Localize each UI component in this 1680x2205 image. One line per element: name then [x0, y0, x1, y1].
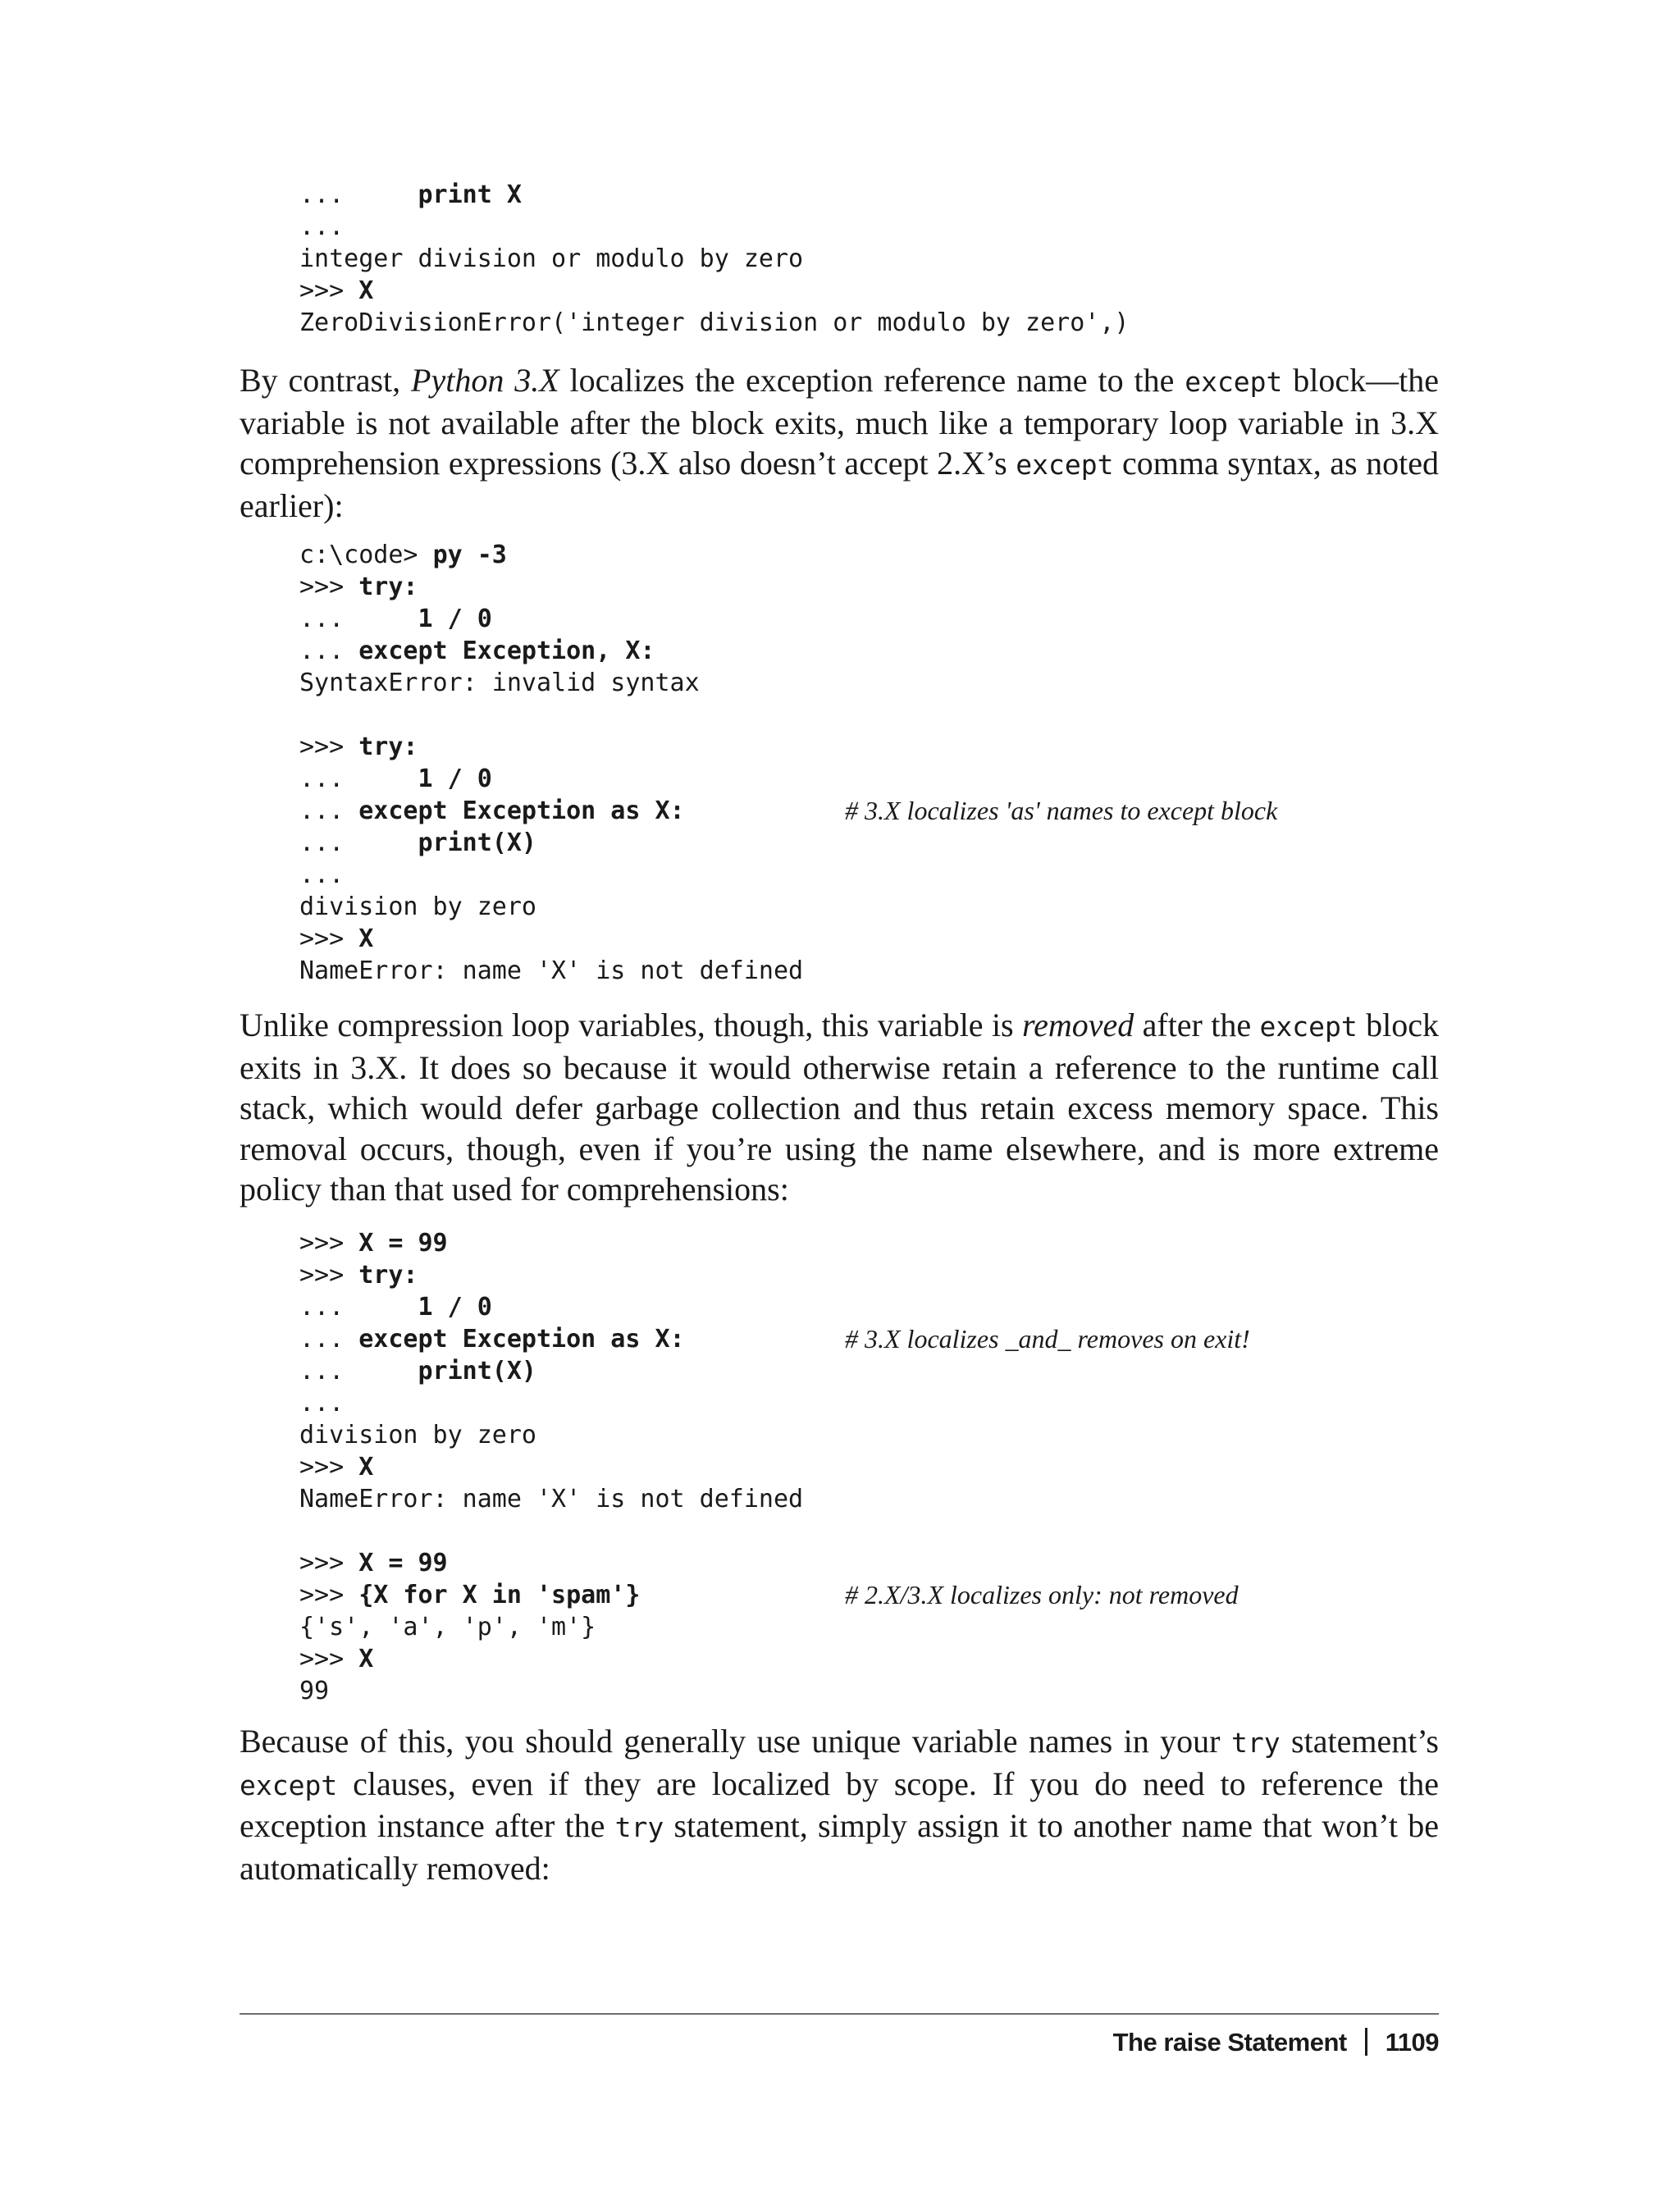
code-input: try:	[358, 573, 418, 601]
paragraph-text: clauses, even if they are localized by scope. If you do need to reference the exception instance after the	[240, 1764, 1439, 1844]
code-line	[299, 1675, 803, 1707]
code-comment: # 3.X localizes _and_ removes on exit!	[845, 1324, 1250, 1354]
code-line	[299, 1579, 1239, 1611]
code-input: print X	[418, 180, 522, 209]
code-plain: ...	[299, 797, 359, 825]
code-input: print(X)	[418, 1357, 536, 1386]
code-input: X	[358, 1453, 374, 1481]
page-number: 1109	[1385, 2028, 1439, 2057]
code-input: except Exception, X:	[358, 637, 655, 665]
code-line	[299, 539, 803, 571]
code-line	[299, 955, 803, 987]
paragraph-text: comma syntax, as noted earlier):	[240, 445, 1440, 524]
inline-code: except	[1185, 366, 1283, 398]
code-line	[299, 827, 803, 859]
paragraph-text: Unlike compression loop variables, though, this variable is	[240, 1007, 1022, 1043]
code-line	[299, 1643, 803, 1675]
code-line	[299, 795, 1278, 827]
code-plain: >>>	[299, 1261, 359, 1290]
code-line	[299, 275, 1129, 307]
code-line	[299, 635, 803, 667]
inline-code: except	[240, 1769, 338, 1801]
code-line	[299, 763, 803, 795]
paragraph-text: statement’s	[1280, 1723, 1439, 1760]
paragraph-italic: removed	[1022, 1007, 1134, 1043]
code-plain: SyntaxError: invalid syntax	[299, 669, 700, 697]
paragraph-text: after the	[1134, 1007, 1260, 1043]
footer-section-title: The raise Statement	[1112, 2028, 1347, 2057]
inline-code: try	[1230, 1727, 1281, 1759]
inline-code: try	[614, 1811, 664, 1843]
paragraph-python3-localizes	[240, 360, 1439, 526]
code-plain: ZeroDivisionError('integer division or modulo by zero',)	[299, 308, 1130, 337]
code-plain: >>>	[299, 1453, 359, 1481]
code-line	[299, 923, 803, 955]
code-line	[299, 603, 803, 635]
inline-code: except	[1259, 1011, 1358, 1043]
code-line	[299, 1547, 803, 1579]
code-plain: >>>	[299, 733, 359, 761]
code-plain: >>>	[299, 1581, 359, 1609]
code-input: 1 / 0	[418, 605, 492, 633]
code-plain: >>>	[299, 924, 359, 953]
page-footer	[1113, 2026, 1439, 2059]
footer-separator	[1365, 2028, 1367, 2056]
code-input: {X for X in 'spam'}	[358, 1581, 641, 1609]
code-input: 1 / 0	[418, 765, 492, 793]
code-line	[299, 1259, 803, 1291]
code-plain: >>>	[299, 1645, 359, 1673]
code-plain: ...	[299, 1357, 418, 1386]
code-line	[299, 179, 1129, 211]
code-line	[299, 307, 1129, 339]
code-line	[299, 891, 803, 923]
code-line	[299, 1483, 803, 1515]
code-comment: # 3.X localizes 'as' names to except block	[845, 796, 1278, 825]
code-line	[299, 699, 803, 731]
code-plain: ...	[299, 829, 418, 857]
code-block-3x-removes	[299, 1227, 1250, 1707]
code-plain: NameError: name 'X' is not defined	[299, 1485, 804, 1513]
code-plain: ...	[299, 1325, 359, 1354]
code-line	[299, 1387, 803, 1419]
code-plain: {'s', 'a', 'p', 'm'}	[299, 1613, 596, 1641]
code-line	[299, 1291, 803, 1323]
code-line	[299, 211, 1129, 243]
code-line	[299, 1451, 803, 1483]
code-line	[299, 1419, 803, 1451]
code-input: X	[358, 276, 374, 305]
code-line	[299, 1227, 803, 1259]
code-plain: ...	[299, 1293, 418, 1322]
code-plain: ...	[299, 605, 418, 633]
code-comment: # 2.X/3.X localizes only: not removed	[845, 1580, 1239, 1609]
code-input: try:	[358, 1261, 418, 1290]
paragraph-text: localizes the exception reference name to the	[559, 362, 1185, 399]
code-plain: division by zero	[299, 892, 536, 921]
code-block-2x-exception-print	[299, 179, 1129, 339]
code-input: 1 / 0	[418, 1293, 492, 1322]
code-plain: ...	[299, 212, 345, 241]
code-line	[299, 859, 803, 891]
code-line	[299, 1611, 803, 1643]
code-input: X	[358, 1645, 374, 1673]
paragraph-variable-removed	[240, 1005, 1439, 1210]
inline-code: except	[1016, 449, 1114, 481]
code-input: except Exception as X:	[358, 797, 685, 825]
paragraph-text: block exits in 3.X. It does so because it would otherwise retain a reference to the runtime call stack, which would defer garbage collection and thus retain excess memory space. This removal occurs, though, even if you’re using the name elsewhere, and is more extreme policy than that used for comprehensions:	[240, 1007, 1439, 1208]
paragraph-text: statement, simply assign it to another name that won’t be automatically removed:	[240, 1807, 1440, 1887]
code-plain: ...	[299, 637, 359, 665]
paragraph-unique-names	[240, 1721, 1439, 1888]
code-line	[299, 571, 803, 603]
code-plain: ...	[299, 1389, 345, 1418]
code-plain: ...	[299, 861, 345, 889]
code-plain: >>>	[299, 1549, 359, 1577]
code-plain: NameError: name 'X' is not defined	[299, 956, 804, 985]
footer-rule	[240, 2013, 1439, 2015]
code-input: try:	[358, 733, 418, 761]
code-plain: integer division or modulo by zero	[299, 244, 804, 273]
code-input: print(X)	[418, 829, 536, 857]
code-plain: >>>	[299, 276, 359, 305]
code-line	[299, 243, 1129, 275]
code-plain: ...	[299, 765, 418, 793]
code-plain: >>>	[299, 1229, 359, 1258]
code-plain: >>>	[299, 573, 359, 601]
paragraph-text: Because of this, you should generally use unique variable names in your	[240, 1723, 1231, 1760]
code-plain: ...	[299, 180, 418, 209]
code-plain: division by zero	[299, 1421, 536, 1449]
code-plain: c:\code>	[299, 541, 433, 569]
code-line	[299, 1323, 1250, 1355]
paragraph-text: block—the variable is not available after the block exits, much like a temporary loop variable in 3.X comprehension expressions (3.X also doesn’t accept 2.X’s	[240, 362, 1440, 482]
code-input: X = 99	[358, 1229, 448, 1258]
code-plain: 99	[299, 1677, 330, 1705]
paragraph-italic: Python 3.X	[411, 362, 559, 399]
code-input: except Exception as X:	[358, 1325, 685, 1354]
code-input: py -3	[432, 541, 507, 569]
code-block-3x-localizes	[299, 539, 1278, 987]
code-input: X	[358, 924, 374, 953]
code-line	[299, 667, 803, 699]
code-input: X = 99	[358, 1549, 448, 1577]
code-line	[299, 731, 803, 763]
code-line	[299, 1355, 803, 1387]
paragraph-text: By contrast,	[240, 362, 412, 399]
code-line	[299, 1515, 803, 1547]
